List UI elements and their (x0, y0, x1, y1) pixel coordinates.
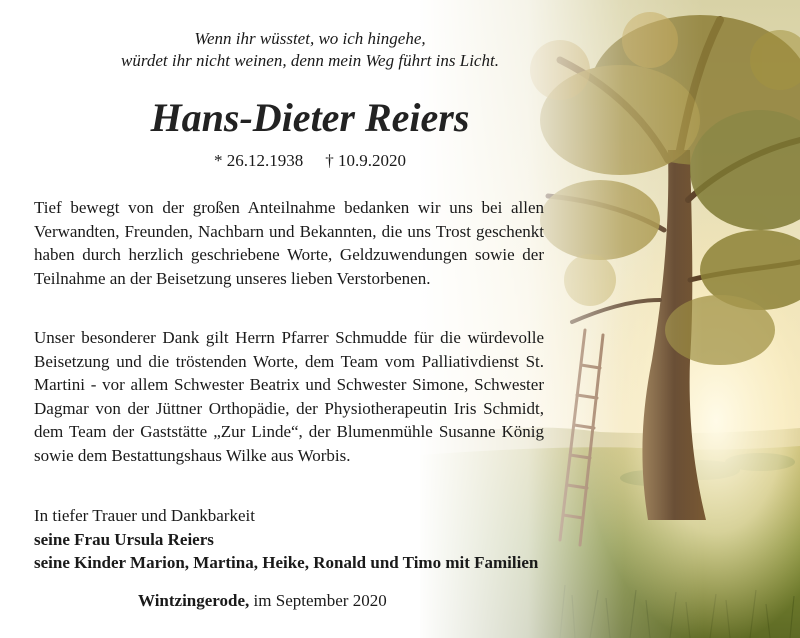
life-dates (40, 150, 580, 172)
place-and-date (138, 590, 387, 612)
closing-date: im September 2020 (253, 591, 387, 610)
signature-block (34, 504, 538, 575)
signature-children: seine Kinder Marion, Martina, Heike, Ronald und Timo mit Familien (34, 553, 539, 572)
place-name: Wintzingerode, (138, 591, 250, 610)
death-date: † 10.9.2020 (325, 151, 406, 170)
signature-intro: In tiefer Trauer und Dankbarkeit (34, 506, 255, 525)
thanks-paragraph-1: Tief bewegt von der großen Anteilnahme bedanken wir uns bei allen Verwandten, Freunden, Nachbarn und Bekannten, die uns Trost geschenkt haben durch herzlich geschriebene Worte, Geldzuwendungen sowie der Teilnahme an der Beisetzung unseres lieben Verstorbenen. (34, 198, 544, 288)
motto-line-1: Wenn ihr wüsstet, wo ich hingehe, (194, 29, 426, 48)
deceased-name: Hans-Dieter Reiers (150, 95, 470, 140)
birth-date: * 26.12.1938 (214, 151, 304, 170)
motto-line-2: würdet ihr nicht weinen, denn mein Weg führt ins Licht. (121, 51, 499, 70)
thanks-paragraph-2: Unser besonderer Dank gilt Herrn Pfarrer Schmudde für die würdevolle Beisetzung und die tröstenden Worte, dem Team vom Palliativdienst St. Martini - vor allem Schwester Beatrix und Schwester Simone, Schwester Dagmar von der Jüttner Orthopädie, der Physiotherapeutin Iris Schmidt, dem Team der Gaststätte „Zur Linde“, der Blumenmühle Susanne König sowie dem Bestattungshaus Wilke aus Worbis. (34, 328, 544, 465)
motto-quote (40, 28, 580, 72)
signature-wife: seine Frau Ursula Reiers (34, 529, 214, 549)
